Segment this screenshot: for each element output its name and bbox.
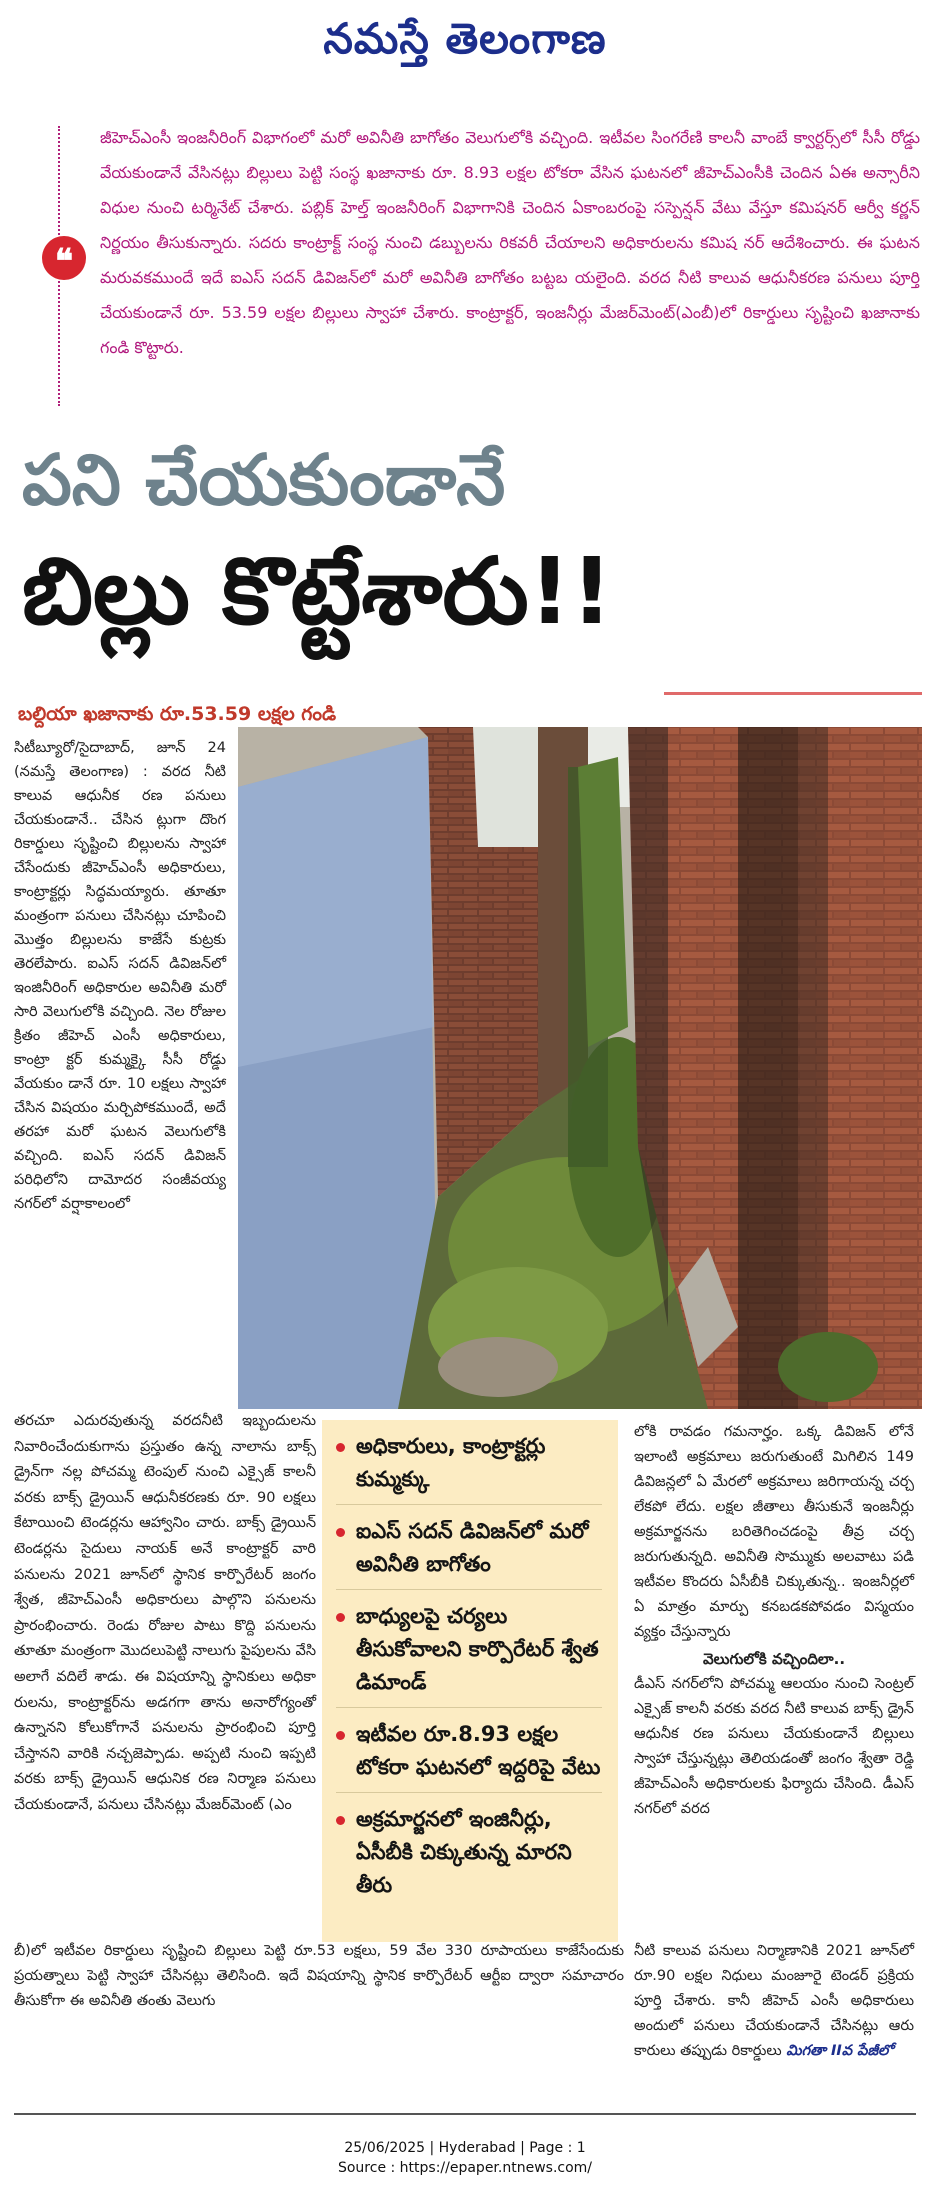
continued-link[interactable]: మిగతా IIవ పేజీలో [786, 2043, 893, 2059]
drain-photo-illustration [238, 727, 922, 1409]
article-column-wide: తరచూ ఎదురవుతున్న వరదనీటి ఇబ్బందులను నివారించేందుకుగాను ప్రస్తుతం ఉన్న నాలాను బాక్స్ డ్రైన్‌గా నల్ల పోచమ్మ టెంపుల్ నుంచి ఎక్సైజ్ కాలనీ వరకు బాక్స్ డ్రైయిన్ ఆధునీకరణకు రూ. 90 లక్షలు కేటాయించి టెండర్లను ఆహ్వానిం చారు. బాక్స్ డ్రైయిన్ టెండర్లను సైదులు నాయక్ అనే కాంట్రాక్టర్ వారి పనులను 2021 జూన్‌లో స్థానిక కార్పొరేటర్ జంగం శ్వేత, జీహెచ్‌ఎంసీ అధికారులు పాల్గొని పనులను ప్రారంభించారు. రెండు రోజుల పాటు కొద్ది పనులను తూతూ మంత్రంగా మొదలుపెట్టి నాలుగు పైపులను వేసి అలాగే వదిలే శాడు. ఈ విషయాన్ని స్థానికులు అధికా రులను, కాంట్రాక్టర్‌ను అడగగా తాను అనారోగ్యంతో ఉన్నానని కోలుకోగానే పనులను ప్రారంభించి పూర్తి చేస్తానని వారికి నచ్చజెప్పాడు. అప్పటి నుంచి ఇప్పటి వరకు బాక్స్ డ్రైయిన్ ఆధునిక రణ నిర్మాణ పనులు చేయకుండానే, పనులు చేసినట్లు మేజర్‌మెంట్ (ఎం [14, 1413, 316, 1813]
article-bottom-right-text: నీటి కాలువ పనులు నిర్మాణానికి 2021 జూన్‌లో రూ.90 లక్షల నిధులు మంజూరై టెండర్ ప్రక్రియ పూర్తి చేశారు. కానీ జీహెచ్ ఎంసీ అధికారులు అందులో పనులు చేయకుండానే చేసినట్లు ఆరు కారులు తప్పుడు రికార్డులు [634, 1943, 914, 2059]
highlight-item [336, 1430, 602, 1505]
intro-block [38, 112, 920, 412]
article-right-text-2: డీఎస్ నగర్‌లోని పోచమ్మ ఆలయం నుంచి సెంట్రల్ ఎక్సైజ్ కాలనీ వరకు వరద నీటి కాలువ బాక్స్ డ్రైన్ ఆధునీక రణ పనులు చేయకుండానే బిల్లులు స్వాహా చేస్తున్నట్లు తెలియడంతో జంగం శ్వేతా రెడ్డి జీహెచ్‌ఎంసీ అధికారులకు ఫిర్యాదు చేసింది. డీఎస్ నగర్‌లో వరద [634, 1676, 914, 1817]
highlight-item [336, 1515, 602, 1590]
highlights-box [322, 1420, 618, 1942]
highlight-text: బాధ్యులపై చర్యలు తీసుకోవాలని కార్పొరేటర్ శ్వేత డిమాండ్ [356, 1604, 599, 1694]
bullet-icon [336, 1613, 345, 1622]
bullet-icon [336, 1816, 345, 1825]
footer-date-line: 25/06/2025 | Hyderabad | Page : 1 [344, 2140, 586, 2156]
footer-source-line: Source : https://epaper.ntnews.com/ [337, 2160, 593, 2176]
article-photo [238, 727, 922, 1409]
highlight-text: అధికారులు, కాంట్రాక్టర్లు కుమ్మక్కు [356, 1434, 546, 1491]
highlight-text: అక్రమార్జనలో ఇంజినీర్లు, ఏసీబీకి చిక్కుతున్న మారని తీరు [356, 1807, 572, 1897]
subheadline: బల్దియా ఖజానాకు రూ.53.59 లక్షల గండి [18, 703, 337, 725]
masthead [0, 14, 930, 78]
article-bottom-right [634, 1939, 914, 2064]
bullet-icon [336, 1731, 345, 1740]
article-column-right [634, 1420, 914, 1822]
highlight-item [336, 1803, 602, 1910]
bullet-icon [336, 1443, 345, 1452]
intro-text: జీహెచ్‌ఎంసీ ఇంజనీరింగ్ విభాగంలో మరో అవినీతి బాగోతం వెలుగులోకి వచ్చింది. ఇటీవల సింగరేణి కాలనీ వాంబే క్వార్టర్స్‌లో సీసీ రోడ్డు వేయకుండానే వేసినట్లు బిల్లులు పెట్టి సంస్థ ఖజానాకు రూ. 8.93 లక్షల టోకరా వేసిన ఘటనలో జీహెచ్‌ఎంసీకి చెందిన ఏఈ అన్సారీని విధుల నుంచి టర్మినేట్ చేశారు. పబ్లిక్ హెల్త్ ఇంజనీరింగ్ విభాగానికి చెందిన ఏకాంబరంపై సస్పెన్షన్ వేటు వేస్తూ కమిషనర్ ఆర్వీ కర్ణన్ నిర్ణయం తీసుకున్నారు. సదరు కాంట్రాక్ట్ సంస్థ నుంచి డబ్బులను రికవరీ చేయాలని అధికారులను కమిష నర్ ఆదేశించారు. ఈ ఘటన మరువకముందే ఇదే ఐఎస్ సదన్ డివిజన్‌లో మరో అవినీతి బాగోతం బట్టబ యలైంది. వరద నీటి కాలువ ఆధునీకరణ పనులు పూర్తి చేయకుండానే రూ. 53.59 లక్షల బిల్లులు స్వాహా చేశారు. కాంట్రాక్టర్, ఇంజనీర్లు మేజర్‌మెంట్(ఎంబీ)లో రికార్డులు సృష్టించి ఖజానాకు గండి కొట్టారు. [100, 128, 920, 357]
highlight-item [336, 1718, 602, 1793]
page-footer [0, 2138, 930, 2178]
highlight-text: ఐఎస్ సదన్ డివిజన్‌లో మరో అవినీతి బాగోతం [356, 1519, 589, 1576]
side-subheading: వెలుగులోకి వచ్చిందిలా.. [702, 1650, 846, 1668]
headline-underline [664, 692, 922, 695]
masthead-title: నమస్తే తెలంగాణ [323, 14, 607, 63]
bullet-icon [336, 1528, 345, 1537]
footer-divider [14, 2113, 916, 2115]
quote-icon: ❝ [42, 236, 86, 280]
highlight-item [336, 1600, 602, 1708]
article-column-left: సిటీబ్యూరో/సైదాబాద్, జూన్ 24 (నమస్తే తెలంగాణ) : వరద నీటి కాలువ ఆధునీక రణ పనులు చేయకుండానే.. చేసిన ట్లుగా దొంగ రికార్డులు సృష్టించి బిల్లులను స్వాహా చేసేందుకు జీహెచ్‌ఎంసీ అధికారులు, కాంట్రాక్టర్లు సిద్ధమయ్యారు. తూతూ మంత్రంగా పనులు చేసినట్లు చూపించి మొత్తం బిల్లులను కాజేసే కుట్రకు తెరలేపారు. ఐఎస్ సదన్ డివిజన్‌లో ఇంజినీరింగ్ అధికారుల అవినీతి మరో సారి వెలుగులోకి వచ్చింది. నెల రోజుల క్రితం జీహెచ్ ఎంసీ అధికారులు, కాంట్రా క్టర్ కుమ్మక్కై సీసీ రోడ్డు వేయకుం డానే రూ. 10 లక్షలు స్వాహా చేసిన విషయం మర్చిపోకముందే, అదే తరహా మరో ఘటన వెలుగులోకి వచ్చింది. ఐఎస్ సదన్ డివిజన్ పరిధిలోని దామోదర సంజీవయ్య నగర్‌లో వర్షాకాలంలో [14, 740, 226, 1212]
article-bottom-left: బీ)లో ఇటీవల రికార్డులు సృష్టించి బిల్లులు పెట్టి రూ.53 లక్షలు, 59 వేల 330 రూపాయలు కాజేసేందుకు ప్రయత్నాలు పెట్టి స్వాహా చేసినట్లు తెలిసింది. ఇదే విషయాన్ని స్థానిక కార్పొరేటర్ ఆర్టీఐ ద్వారా సమాచారం తీసుకోగా ఈ అవినీతి తంతు వెలుగు [14, 1943, 624, 2009]
headline-line-1: పని చేయకుండానే [22, 439, 506, 521]
headline-line-2: బిల్లు కొట్టేశారు!! [22, 538, 613, 645]
highlight-text: ఇటీవల రూ.8.93 లక్షల టోకరా ఘటనలో ఇద్దరిపై వేటు [356, 1722, 601, 1779]
article-right-text: లోకి రావడం గమనార్హం. ఒక్క డివిజన్ లోనే ఇలాంటి అక్రమాలు జరుగుతుంటే మిగిలిన 149 డివిజన్లలో ఏ మేరలో అక్రమాలు జరిగాయన్న చర్చ లేకపో లేదు. లక్షల జీతాలు తీసుకునే ఇంజనీర్లు అక్రమార్జనను బరితెగించడంపై తీవ్ర చర్చ జరుగుతున్నది. అవినీతి సొమ్ముకు అలవాటు పడి ఇటీవల కొందరు ఏసీబీకి చిక్కుతున్న.. ఇంజనీర్లలో ఏ మాత్రం మార్పు కనబడకపోవడం విస్మయం వ్యక్తం చేస్తున్నారు [634, 1424, 914, 1640]
